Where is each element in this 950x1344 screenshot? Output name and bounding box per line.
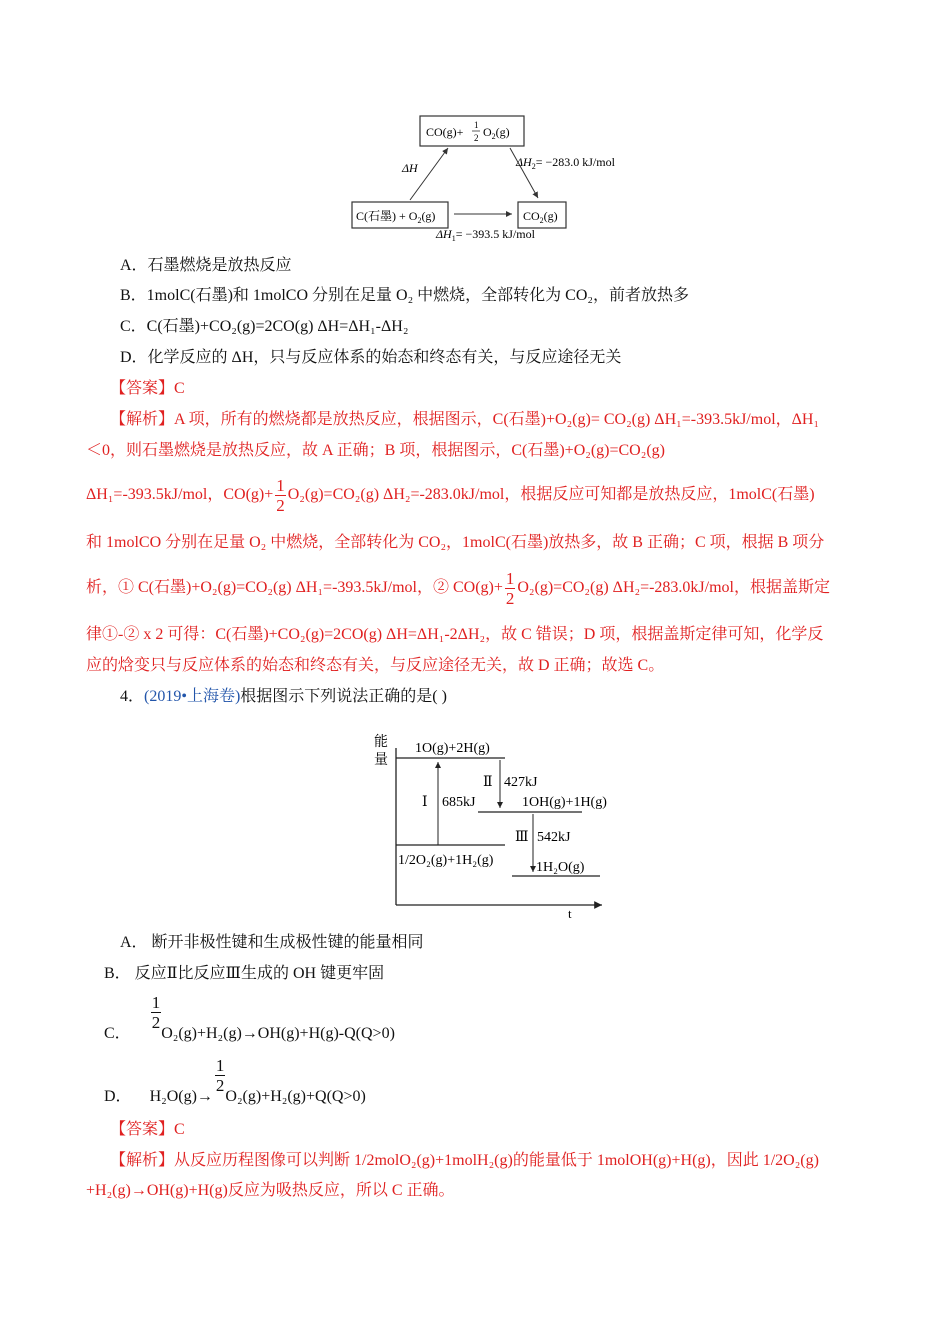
step-2-label: Ⅱ xyxy=(483,775,493,790)
q4-option-d-pre: H₂O(g)→ xyxy=(149,1088,213,1105)
level-top-label: 1O(g)+2H(g) xyxy=(415,741,490,756)
dh2-label: $\Delta H_2= -283.0$ kJ/mol xyxy=(516,155,615,171)
level-mid-label: 1OH(g)+1H(g) xyxy=(522,795,607,810)
q3-answer: 【答案】C xyxy=(110,380,185,397)
step-3-value: 542kJ xyxy=(537,830,571,845)
q3-option-a: A．石墨燃烧是放热反应 xyxy=(120,257,292,274)
q4-option-c xyxy=(104,993,395,1045)
enthalpy-cycle-diagram xyxy=(350,108,640,243)
top-box-label: CO(g)+ xyxy=(426,125,464,139)
q3-analysis-line-7: 应的焓变只与反应体系的始态和终态有关，与反应途径无关，故 D 正确；故选 C。 xyxy=(86,657,665,674)
level-bottom-label: 1H₂O(g) xyxy=(536,860,585,875)
top-box-half-den: 2 xyxy=(474,133,479,143)
q3-analysis-line-1: 【解析】A 项，所有的燃烧都是放热反应，根据图示，C(石墨)+O₂(g)= CO₂(g) ΔH₁=-393.5kJ/mol，ΔH₁ xyxy=(110,411,820,428)
step-1-value: 685kJ xyxy=(442,795,476,810)
q4-option-d xyxy=(104,1056,366,1108)
step-3-label: Ⅲ xyxy=(515,830,529,845)
q4-answer: 【答案】C xyxy=(110,1121,185,1138)
q4-option-a: A． 断开非极性键和生成极性键的能量相同 xyxy=(120,934,424,951)
top-box-o2: $O_2(g)$ xyxy=(483,125,510,141)
q3-analysis-line-3 xyxy=(86,470,815,520)
q3-option-c: C．C(石墨)+CO₂(g)=2CO(g) ΔH=ΔH₁-ΔH₂ xyxy=(120,318,409,335)
y-axis-label-2: 量 xyxy=(374,753,388,768)
q4-option-c-label: C． xyxy=(104,1025,131,1042)
level-low-label: 1/2O₂(g)+1H₂(g) xyxy=(398,853,494,868)
q4-analysis-line-1: 【解析】从反应历程图像可以判断 1/2molO₂(g)+1molH₂(g)的能量低于 1molOH(g)+H(g)，因此 1/2O₂(g) xyxy=(110,1152,819,1169)
q3-analysis-line-6: 律①-② x 2 可得：C(石墨)+CO₂(g)=2CO(g) ΔH=ΔH₁-2ΔH₂，故 C 错误；D 项，根据盖斯定律可知，化学反 xyxy=(86,626,824,643)
q4-option-d-text: O₂(g)+H₂(g)+Q(Q>0) xyxy=(225,1088,366,1105)
q4-option-d-fraction: $\frac{1}{2}$ xyxy=(215,1056,225,1095)
q3-analysis-line-2: ＜0，则石墨燃烧是放热反应，故 A 正确；B 项，根据图示，C(石墨)+O₂(g)=CO₂(g) xyxy=(86,442,665,459)
q3-half-fraction-2: $\frac{1}{2}$ xyxy=(505,568,515,608)
q4-stem-text: 根据图示下列说法正确的是( ) xyxy=(240,688,447,705)
right-box-label: $CO_2(g)$ xyxy=(523,209,558,225)
x-axis-label: t xyxy=(568,906,572,921)
top-box-half-num: 1 xyxy=(474,120,479,130)
q3-option-b: B．1molC(石墨)和 1molCO 分别在足量 O₂ 中燃烧，全部转化为 CO₂，前者放热多 xyxy=(120,287,689,304)
left-box-label: C(石墨) + $O_2(g)$ xyxy=(356,209,436,225)
q4-option-c-fraction: $\frac{1}{2}$ xyxy=(151,993,161,1032)
step-1-label: Ⅰ xyxy=(422,795,428,810)
q4-option-d-label: D． xyxy=(104,1088,132,1105)
step-2-value: 427kJ xyxy=(504,775,538,790)
q3-half-fraction-1: $\frac{1}{2}$ xyxy=(276,475,285,515)
dh1-label: $\Delta H_1= -393.5$ kJ/mol xyxy=(436,227,535,243)
q3-analysis-line-4: 和 1molCO 分别在足量 O₂ 中燃烧，全部转化为 CO₂，1molC(石墨)放热多，故 B 正确；C 项，根据 B 项分 xyxy=(86,534,825,551)
q4-option-c-text: O₂(g)+H₂(g)→OH(g)+H(g)-Q(Q>0) xyxy=(161,1025,395,1042)
q4-stem xyxy=(120,686,447,708)
q4-number: 4． xyxy=(120,688,145,705)
y-axis-label-1: 能 xyxy=(374,735,388,750)
q3-analysis-line-5a: 析，① C(石墨)+O₂(g)=CO₂(g) ΔH₁=-393.5kJ/mol，② CO(g)+ xyxy=(86,579,503,596)
q4-analysis-line-2: +H₂(g)→OH(g)+H(g)反应为吸热反应，所以 C 正确。 xyxy=(86,1182,455,1199)
q3-analysis-line-3a: ΔH₁=-393.5kJ/mol，CO(g)+ xyxy=(86,486,274,503)
dh-label: ΔH xyxy=(402,161,418,175)
q4-source: (2019•上海卷) xyxy=(144,688,241,705)
q3-analysis-line-5b: O₂(g)=CO₂(g) ΔH₂=-283.0kJ/mol，根据盖斯定 xyxy=(517,579,830,596)
q4-option-b: B． 反应Ⅱ比反应Ⅲ生成的 OH 键更牢固 xyxy=(104,965,385,982)
q3-option-d: D．化学反应的 ΔH，只与反应体系的始态和终态有关，与反应途径无关 xyxy=(120,349,622,366)
q3-analysis-line-3b: O₂(g)=CO₂(g) ΔH₂=-283.0kJ/mol，根据反应可知都是放热反应，1molC(石墨) xyxy=(287,486,815,503)
energy-level-diagram xyxy=(370,728,630,923)
q3-analysis-line-5 xyxy=(86,563,830,613)
